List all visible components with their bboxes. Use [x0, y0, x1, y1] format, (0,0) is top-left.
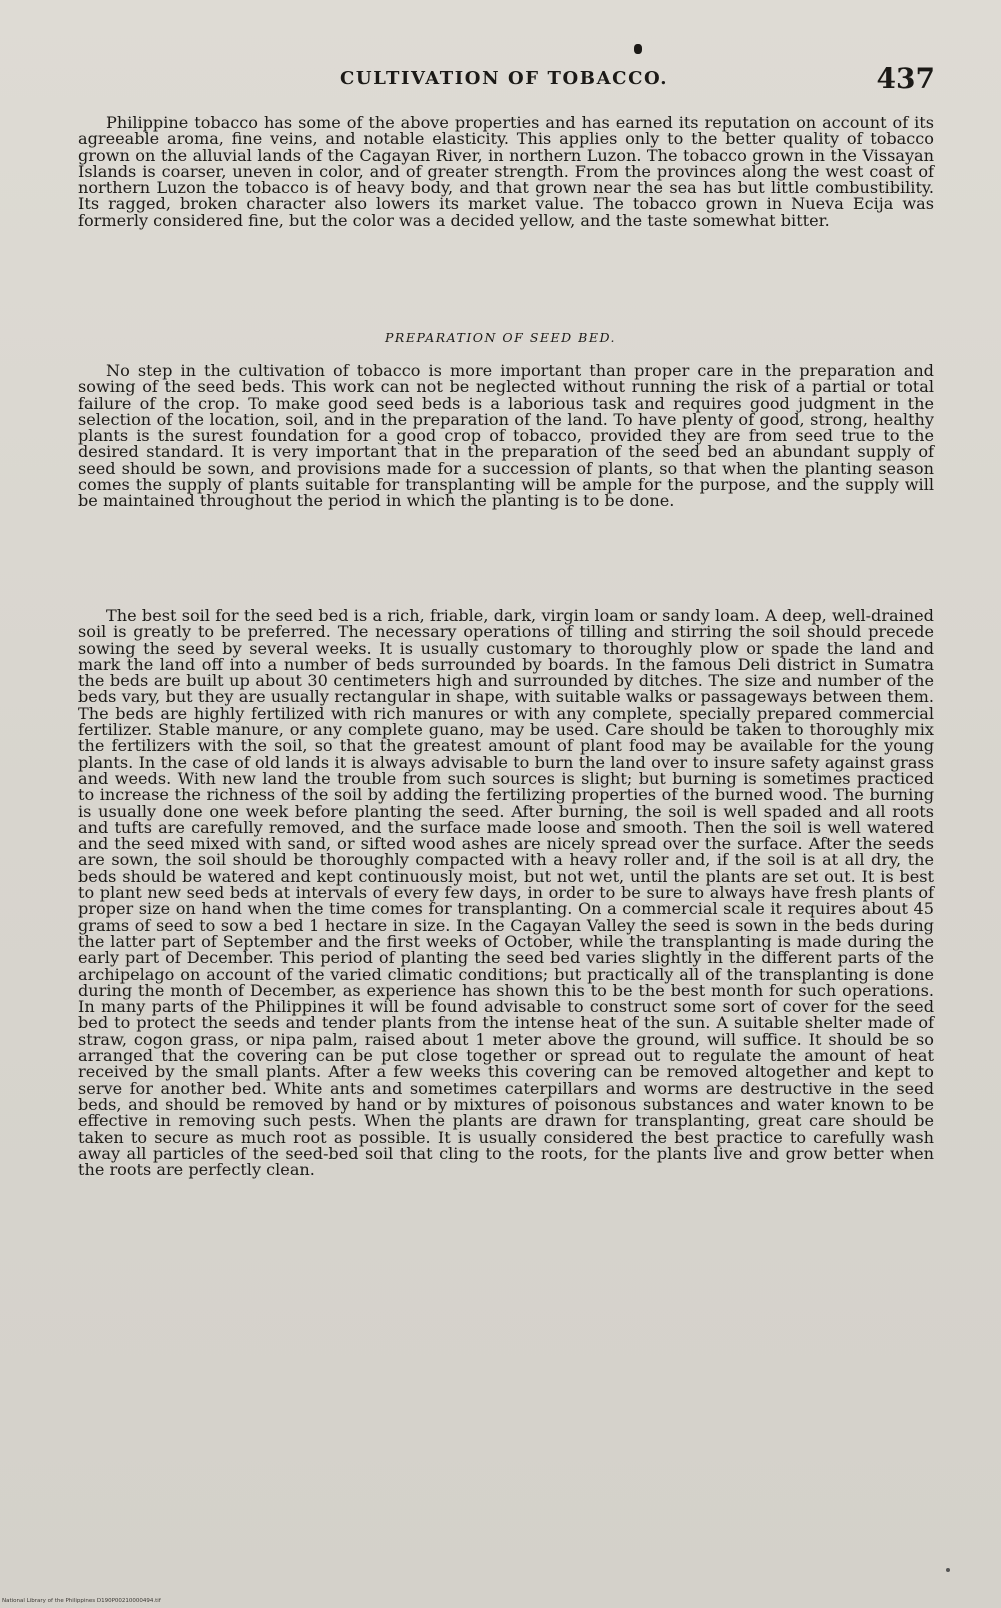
running-title: CULTIVATION OF TOBACCO.	[340, 68, 669, 89]
ink-mark	[634, 44, 642, 54]
paragraph-seed-bed-importance: No step in the cultivation of tobacco is more important than proper care in the preparation and sowing of the seed beds. This work can not be neglected without running the risk of a partial or total failure of the crop. To make good seed beds is a laborious task and requires good judgment in the selection of the location, soil, and in the preparation of the land. To have plenty of good, strong, healthy plants is the surest foundation for a good crop of tobacco, provided they are from seed true to the desired standard. It is very important that in the preparation of the seed bed an abundant supply of seed should be sown, and provisions made for a succession of plants, so that when the planting season comes the supply of plants suitable for transplanting will be ample for the purpose, and the supply will be maintained throughout the period in which the planting is to be done.	[78, 361, 934, 511]
scan-footer: National Library of the Philippines D190P00210000494.tif	[2, 1598, 161, 1604]
running-head	[90, 62, 935, 94]
page-number: 437	[876, 62, 935, 95]
paragraph-intro: Philippine tobacco has some of the above properties and has earned its reputation on account of its agreeable aroma, fine veins, and notable elasticity. This applies only to the better quality of tobacco grown on the alluvial lands of the Cagayan River, in northern Luzon. The tobacco grown in the Vissayan Islands is coarser, uneven in color, and of greater strength. From the provinces along the west coast of northern Luzon the tobacco is of heavy body, and that grown near the sea has but little combustibility. Its ragged, broken character also lowers its market value. The tobacco grown in Nueva Ecija was formerly considered fine, but the color was a decided yellow, and the taste somewhat bitter.	[78, 113, 934, 230]
paragraph-seed-bed-soil: The best soil for the seed bed is a rich, friable, dark, virgin loam or sandy loam. A deep, well-drained soil is greatly to be preferred. The necessary operations of tilling and stirring the soil should precede sowing the seed by several weeks. It is usually customary to thoroughly plow or spade the land and mark the land off into a number of beds surrounded by boards. In the famous Deli district in Sumatra the beds are built up about 30 centimeters high and surrounded by ditches. The size and number of the beds vary, but they are usually rectangular in shape, with suitable walks or passageways between them. The beds are highly fertilized with rich manures or with any complete, specially prepared commercial fertilizer. Stable manure, or any complete guano, may be used. Care should be taken to thoroughly mix the fertilizers with the soil, so that the greatest amount of plant food may be available for the young plants. In the case of old lands it is always advisable to burn the land over to insure safety against grass and weeds. With new land the trouble from such sources is slight; but burning is sometimes practiced to increase the richness of the soil by adding the fertilizing properties of the burned wood. The burning is usually done one week before planting the seed. After burning, the soil is well spaded and all roots and tufts are carefully removed, and the surface made loose and smooth. Then the soil is well watered and the seed mixed with sand, or sifted wood ashes are nicely spread over the surface. After the seeds are sown, the soil should be thoroughly compacted with a heavy roller and, if the soil is at all dry, the beds should be watered and kept continuously moist, but not wet, until the plants are set out. It is best to plant new seed beds at intervals of every few days, in order to be sure to always have fresh plants of proper size on hand when the time comes for transplanting. On a commercial scale it requires about 45 grams of seed to sow a bed 1 hectare in size. In the Cagayan Valley the seed is sown in the beds during the latter part of September and the first weeks of October, while the transplanting is made during the early part of December. This period of planting the seed bed varies slightly in the different parts of the archipelago on account of the varied climatic conditions; but practically all of the transplanting is done during the month of December, as experience has shown this to be the best month for such operations. In many parts of the Philippines it will be found advisable to construct some sort of cover for the seed bed to protect the seeds and tender plants from the intense heat of the sun. A suitable shelter made of straw, cogon grass, or nipa palm, raised about 1 meter above the ground, will suffice. It should be so arranged that the covering can be put close together or spread out to regulate the amount of heat received by the small plants. After a few weeks this covering can be removed altogether and kept to serve for another bed. White ants and sometimes caterpillars and worms are destructive in the seed beds, and should be removed by hand or by mixtures of poisonous substances and water known to be effective in removing such pests. When the plants are drawn for transplanting, great care should be taken to secure as much root as possible. It is usually considered the best practice to carefully wash away all particles of the seed-bed soil that cling to the roots, for the plants live and grow better when the roots are perfectly clean.	[78, 606, 934, 1180]
ink-speck	[946, 1568, 950, 1572]
section-heading: PREPARATION OF SEED BED.	[385, 330, 616, 345]
